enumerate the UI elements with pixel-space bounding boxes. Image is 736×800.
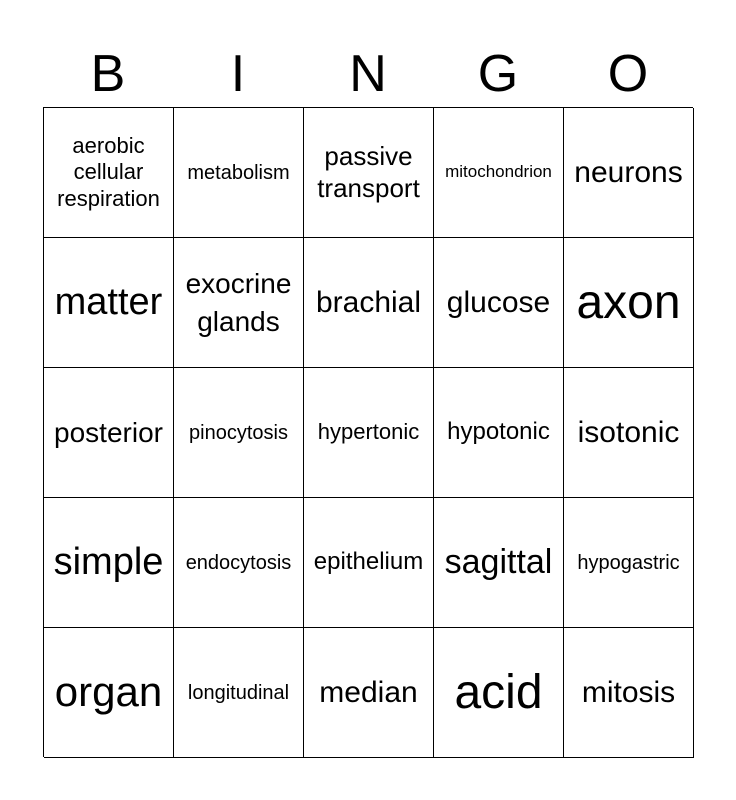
bingo-cell-r1c5[interactable]: neurons bbox=[564, 108, 694, 238]
bingo-cell-r2c2[interactable]: exocrine glands bbox=[174, 238, 304, 368]
bingo-cell-r1c3[interactable]: passive transport bbox=[304, 108, 434, 238]
bingo-board bbox=[43, 107, 693, 757]
header-letter-n: N bbox=[349, 45, 387, 103]
bingo-cell-r1c1[interactable]: aerobic cellular respiration bbox=[44, 108, 174, 238]
bingo-cell-r2c5[interactable]: axon bbox=[564, 238, 694, 368]
bingo-cell-r5c4[interactable]: acid bbox=[434, 628, 564, 758]
bingo-cell-r5c2[interactable]: longitudinal bbox=[174, 628, 304, 758]
header-letter-o: O bbox=[607, 45, 649, 103]
bingo-cell-r4c5[interactable]: hypogastric bbox=[564, 498, 694, 628]
header-letter-b: B bbox=[90, 45, 126, 103]
bingo-cell-r2c3[interactable]: brachial bbox=[304, 238, 434, 368]
header-letter-g: G bbox=[477, 45, 519, 103]
bingo-cell-r3c5[interactable]: isotonic bbox=[564, 368, 694, 498]
bingo-cell-r3c4[interactable]: hypotonic bbox=[434, 368, 564, 498]
bingo-cell-r4c3[interactable]: epithelium bbox=[304, 498, 434, 628]
bingo-cell-r3c2[interactable]: pinocytosis bbox=[174, 368, 304, 498]
bingo-cell-r5c3[interactable]: median bbox=[304, 628, 434, 758]
header-letter-i: I bbox=[230, 45, 246, 103]
bingo-cell-r5c5[interactable]: mitosis bbox=[564, 628, 694, 758]
bingo-cell-r1c2[interactable]: metabolism bbox=[174, 108, 304, 238]
bingo-cell-r4c2[interactable]: endocytosis bbox=[174, 498, 304, 628]
bingo-cell-r1c4[interactable]: mitochondrion bbox=[434, 108, 564, 238]
bingo-cell-r3c1[interactable]: posterior bbox=[44, 368, 174, 498]
bingo-cell-r4c4[interactable]: sagittal bbox=[434, 498, 564, 628]
bingo-cell-r4c1[interactable]: simple bbox=[44, 498, 174, 628]
bingo-cell-r2c1[interactable]: matter bbox=[44, 238, 174, 368]
bingo-cell-r3c3[interactable]: hypertonic bbox=[304, 368, 434, 498]
bingo-header bbox=[43, 42, 693, 106]
bingo-cell-r2c4[interactable]: glucose bbox=[434, 238, 564, 368]
bingo-cell-r5c1[interactable]: organ bbox=[44, 628, 174, 758]
